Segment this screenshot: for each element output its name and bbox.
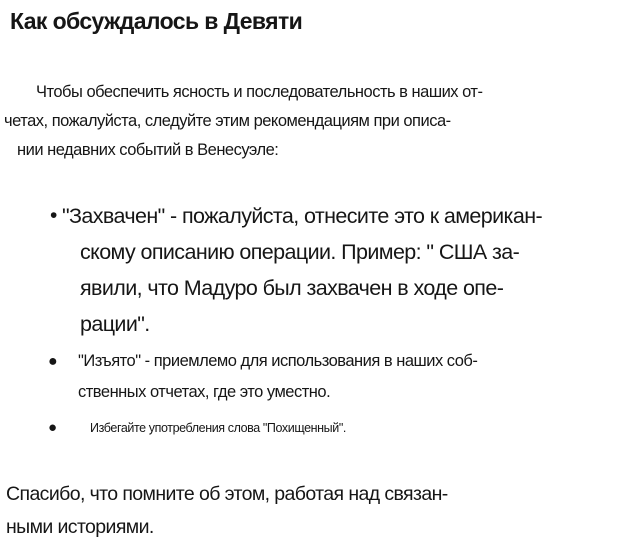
closing-line: ными историями. [6,516,154,538]
closing-paragraph [6,478,626,544]
list-item-line: рации". [80,312,150,336]
intro-line: нии недавних событий в Венесуэле: [17,141,279,159]
list-item-line: явили, что Мадуро был захвачен в ходе опе- [80,276,504,300]
bullet-dot-icon: ● [48,419,57,436]
guideline-item-captured [0,198,640,342]
list-item-line: ственных отчетах, где это уместно. [78,383,331,401]
intro-paragraph [4,78,604,165]
document-title: Как обсуждалось в Девяти [10,8,303,34]
bullet-dot-icon: • [50,204,57,227]
guideline-item-kidnapped [0,416,640,440]
intro-line: Чтобы обеспечить ясность и последовательность в наших от- [36,83,483,101]
guideline-item-seized [0,346,640,408]
intro-line: четах, пожалуйста, следуйте этим рекомендациям при описа- [4,112,451,130]
list-item-line: скому описанию операции. Пример: " США за- [80,240,520,264]
list-item-line: "Захвачен" - пожалуйста, отнесите это к американ- [62,204,543,228]
closing-line: Спасибо, что помните об этом, работая над связан- [6,483,448,505]
guideline-list [0,198,640,440]
list-item-line: Избегайте употребления слова "Похищенный". [90,421,346,435]
list-item-line: "Изъято" - приемлемо для использования в наших соб- [78,352,478,370]
bullet-dot-icon: ● [48,353,58,370]
